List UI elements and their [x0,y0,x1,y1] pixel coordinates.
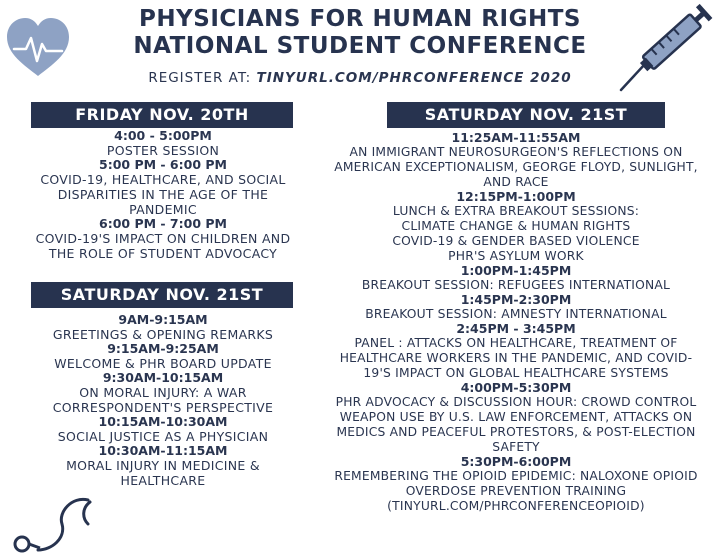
schedule-item [22,129,304,158]
event-time: 9:15AM-9:25AM [107,341,219,356]
event-time: 5:30PM-6:00PM [460,454,572,469]
page-subtitle: NATIONAL STUDENT CONFERENCE [133,33,587,59]
event-desc: COVID-19, HEALTHCARE, AND SOCIAL [40,172,286,187]
saturday-morning-heading: SATURDAY NOV. 21ST [31,282,293,308]
event-time: 12:15PM-1:00PM [456,189,576,204]
event-desc: AMERICAN EXCEPTIONALISM, GEORGE FLOYD, SUNLIGHT, [334,160,698,174]
event-desc: MEDICS AND PEACEFUL PROTESTORS, & POST-ELECTION [336,425,696,439]
saturday-afternoon-schedule [318,131,714,514]
event-desc: OVERDOSE PREVENTION TRAINING [405,484,627,498]
schedule-item [318,131,714,190]
page-title: PHYSICIANS FOR HUMAN RIGHTS [139,6,581,32]
event-desc: ON MORAL INJURY: A WAR [79,385,247,400]
event-desc: WELCOME & PHR BOARD UPDATE [54,356,272,371]
event-time: 10:15AM-10:30AM [98,414,228,429]
schedule-item [318,322,714,381]
event-desc: CLIMATE CHANGE & HUMAN RIGHTS [401,219,631,233]
register-line [0,70,720,86]
event-desc: CORRESPONDENT'S PERSPECTIVE [52,400,274,415]
event-desc: COVID-19'S IMPACT ON CHILDREN AND [35,231,291,246]
schedule-item [22,158,304,217]
event-time: 11:25AM-11:55AM [451,130,581,145]
event-time: 4:00PM-5:30PM [460,380,572,395]
event-time: 1:00PM-1:45PM [460,263,572,278]
event-desc: WEAPON USE BY U.S. LAW ENFORCEMENT, ATTACKS ON [339,410,693,424]
opioid-training-link[interactable]: (TINYURL.COM/PHRCONFERENCEOPIOID) [387,499,645,513]
event-desc: BREAKOUT SESSION: AMNESTY INTERNATIONAL [365,307,667,321]
event-desc: BREAKOUT SESSION: REFUGEES INTERNATIONAL [361,278,671,292]
event-desc: GREETINGS & OPENING REMARKS [52,327,274,342]
event-desc: HEALTHCARE WORKERS IN THE PANDEMIC, AND COVID- [339,351,693,365]
schedule-item [318,264,714,293]
schedule-item [318,381,714,455]
schedule-item [22,371,304,415]
event-desc: HEALTHCARE [120,473,206,488]
schedule-item [318,293,714,322]
event-time: 1:45PM-2:30PM [460,292,572,307]
event-time: 5:00 PM - 6:00 PM [99,157,227,172]
event-desc: AND RACE [483,175,549,189]
friday-schedule [22,129,304,261]
event-desc: PHR ADVOCACY & DISCUSSION HOUR: CROWD CONTROL [335,395,697,409]
schedule-item [22,415,304,444]
event-desc: 19'S IMPACT ON GLOBAL HEALTHCARE SYSTEMS [363,366,669,380]
event-desc: SOCIAL JUSTICE AS A PHYSICIAN [57,429,269,444]
event-desc: DISPARITIES IN THE AGE OF THE [57,187,269,202]
saturday-morning-schedule [22,313,304,488]
event-desc: AN IMMIGRANT NEUROSURGEON'S REFLECTIONS ON [349,145,683,159]
event-time: 9:30AM-10:15AM [102,370,224,385]
event-desc: REMEMBERING THE OPIOID EPIDEMIC: NALOXONE OPIOID [334,469,698,483]
stethoscope-icon [0,494,96,554]
event-time: 6:00 PM - 7:00 PM [99,216,227,231]
event-desc: THE ROLE OF STUDENT ADVOCACY [48,246,278,261]
schedule-item [318,455,714,514]
schedule-item [22,444,304,488]
register-link[interactable]: TINYURL.COM/PHRCONFERENCE 2020 [256,70,572,86]
schedule-item [318,190,714,264]
schedule-item [22,342,304,371]
event-time: 2:45PM - 3:45PM [456,321,576,336]
event-desc: PANEL : ATTACKS ON HEALTHCARE, TREATMENT OF [354,336,678,350]
friday-heading: FRIDAY NOV. 20TH [31,102,293,128]
register-label: REGISTER AT: [148,70,252,86]
event-desc: COVID-19 & GENDER BASED VIOLENCE [392,234,640,248]
event-desc: PANDEMIC [129,202,197,217]
schedule-item [22,313,304,342]
schedule-item [22,217,304,261]
event-desc: POSTER SESSION [106,143,220,158]
event-desc: LUNCH & EXTRA BREAKOUT SESSIONS: [392,204,640,218]
event-time: 4:00 - 5:00PM [114,128,212,143]
event-desc: PHR'S ASYLUM WORK [448,249,584,263]
event-time: 10:30AM-11:15AM [98,443,228,458]
saturday-afternoon-heading: SATURDAY NOV. 21ST [387,102,665,128]
event-desc: MORAL INJURY IN MEDICINE & [66,458,260,473]
event-desc: SAFETY [492,440,540,454]
event-time: 9AM-9:15AM [118,312,208,327]
